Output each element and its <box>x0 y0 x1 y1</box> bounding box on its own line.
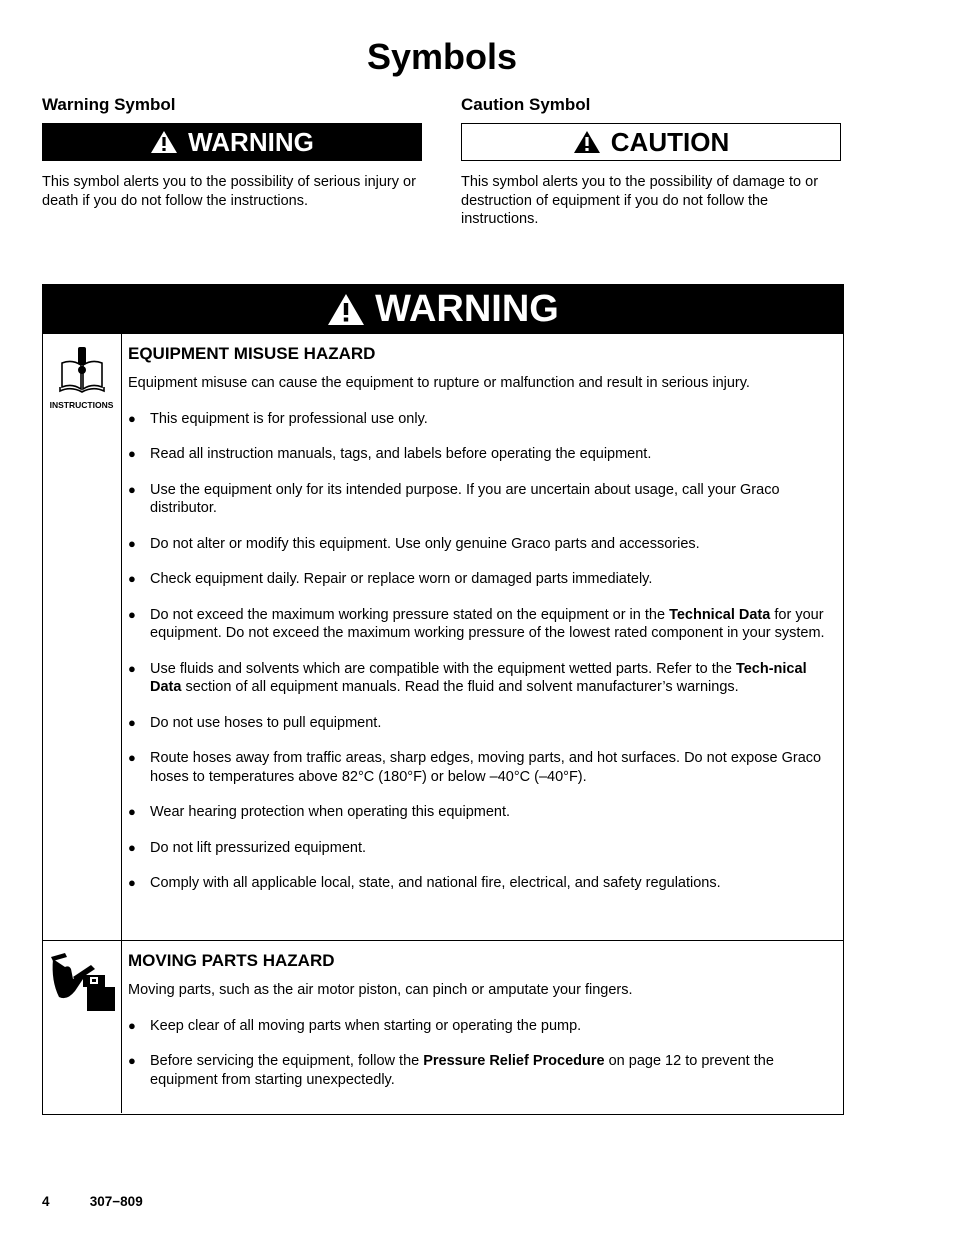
bullet-text: Do not alter or modify this equipment. Use only genuine Graco parts and accessories. <box>150 535 700 552</box>
bullet-icon: ● <box>128 571 136 586</box>
bullet-item <box>128 874 833 893</box>
bullet-icon: ● <box>128 446 136 461</box>
warning-box <box>42 284 844 1115</box>
caution-symbol-heading: Caution Symbol <box>461 95 591 114</box>
bullet-text: Check equipment daily. Repair or replace worn or damaged parts immediately. <box>150 571 653 587</box>
page-title: Symbols <box>366 36 518 77</box>
bullet-text-part: Before servicing the equipment, follow the <box>150 1053 424 1069</box>
bullet-icon: ● <box>128 875 136 890</box>
bullet-item <box>128 803 833 822</box>
bullet-text-bold: Pressure Relief Procedure <box>423 1053 605 1069</box>
caution-triangle-icon <box>573 130 601 154</box>
warning-banner-label: WARNING <box>188 126 314 157</box>
bullet-item <box>128 1052 833 1089</box>
bullet-text-part: for your equipment. Do not exceed the maximum working pressure of the lowest rated component in your system. <box>150 606 825 641</box>
hazard-icon-cell <box>43 334 122 940</box>
hazard-intro: Moving parts, such as the air motor piston, can pinch or amputate your fingers. <box>128 982 633 998</box>
bullet-item <box>128 749 833 786</box>
bullet-icon: ● <box>128 750 136 765</box>
bullet-icon: ● <box>128 839 136 855</box>
bullet-icon: ● <box>128 606 136 622</box>
bullet-item <box>128 481 833 518</box>
hazard-icon-cell <box>43 941 122 1113</box>
bullet-text: Comply with all applicable local, state, and national fire, electrical, and safety regulations. <box>150 875 721 891</box>
bullet-text <box>150 1052 833 1089</box>
bullet-text: Do not use hoses to pull equipment. <box>150 714 382 731</box>
bullet-item <box>128 535 833 554</box>
bullet-icon: ● <box>128 410 136 426</box>
bullet-text <box>150 660 833 697</box>
document-number: 307−809 <box>89 1194 143 1209</box>
warning-box-header <box>43 285 843 334</box>
bullet-text: Read all instruction manuals, tags, and labels before operating the equipment. <box>150 446 652 462</box>
bullet-item <box>128 570 833 589</box>
bullet-text: Do not lift pressurized equipment. <box>150 839 366 856</box>
hand-pinch-icon <box>49 951 115 1011</box>
caution-banner-label: CAUTION <box>610 126 730 157</box>
page-number: 4 <box>42 1194 50 1209</box>
page-footer <box>42 1194 143 1209</box>
bullet-text: Keep clear of all moving parts when starting or operating the pump. <box>150 1017 582 1034</box>
warning-triangle-icon <box>327 293 365 326</box>
bullet-text-part: Do not exceed the maximum working pressure stated on the equipment or in the <box>150 606 670 623</box>
caution-symbol-column <box>461 95 841 229</box>
bullet-text: Wear hearing protection when operating this equipment. <box>150 804 511 820</box>
bullet-item <box>128 445 833 464</box>
warning-symbol-heading: Warning Symbol <box>42 95 176 114</box>
bullet-item <box>128 410 833 429</box>
bullet-text-part: Use fluids and solvents which are compatible with the equipment wetted parts. Refer to the <box>150 660 736 677</box>
bullet-icon: ● <box>128 481 136 497</box>
bullet-text: Route hoses away from traffic areas, sharp edges, moving parts, and hot surfaces. Do not expose Graco hoses to temperatures above 82°C (180°F) or below –40°C (–40°F). <box>150 750 822 785</box>
bullet-item <box>128 1017 833 1036</box>
caution-symbol-text: This symbol alerts you to the possibility of damage to or destruction of equipment if you do not follow the instructions. <box>461 174 819 227</box>
bullet-icon: ● <box>128 535 136 551</box>
hazard-title: EQUIPMENT MISUSE HAZARD <box>128 344 376 363</box>
bullet-text: This equipment is for professional use only. <box>150 410 428 427</box>
bullet-item <box>128 839 833 858</box>
bullet-item <box>128 714 833 733</box>
bullet-icon: ● <box>128 660 136 676</box>
bullet-text-bold: Tech-nical Data <box>150 660 807 695</box>
warning-triangle-icon <box>150 130 178 154</box>
hazard-intro: Equipment misuse can cause the equipment to rupture or malfunction and result in serious injury. <box>128 375 750 391</box>
warning-symbol-text: This symbol alerts you to the possibility of serious injury or death if you do not follow the instructions. <box>42 174 416 209</box>
bullet-item <box>128 660 833 697</box>
hazard-title: MOVING PARTS HAZARD <box>128 951 335 970</box>
caution-banner <box>461 123 841 161</box>
bullet-text-part: on page 12 to prevent the equipment from starting unexpectedly. <box>150 1053 774 1088</box>
hazard-content <box>122 334 843 940</box>
bullet-text-part: section of all equipment manuals. Read the fluid and solvent manufacturer’s warnings. <box>181 679 739 695</box>
warning-banner <box>42 123 422 161</box>
hazard-section-moving-parts <box>43 941 843 1113</box>
bullet-icon: ● <box>128 1017 136 1033</box>
bullet-text <box>150 606 833 643</box>
bullet-icon: ● <box>128 804 136 819</box>
bullet-icon: ● <box>128 714 136 730</box>
hazard-content <box>122 941 843 1113</box>
warning-symbol-column <box>42 95 422 210</box>
instructions-book-icon <box>58 347 106 395</box>
bullet-item <box>128 606 833 643</box>
bullet-text: Use the equipment only for its intended purpose. If you are uncertain about usage, call your Graco distributor. <box>150 481 780 516</box>
bullet-icon: ● <box>128 1053 136 1068</box>
hazard-section-equipment-misuse <box>43 334 843 941</box>
warning-box-header-label: WARNING <box>375 288 559 330</box>
instructions-icon-label: INSTRUCTIONS <box>49 400 114 410</box>
bullet-text-bold: Technical Data <box>669 606 771 623</box>
